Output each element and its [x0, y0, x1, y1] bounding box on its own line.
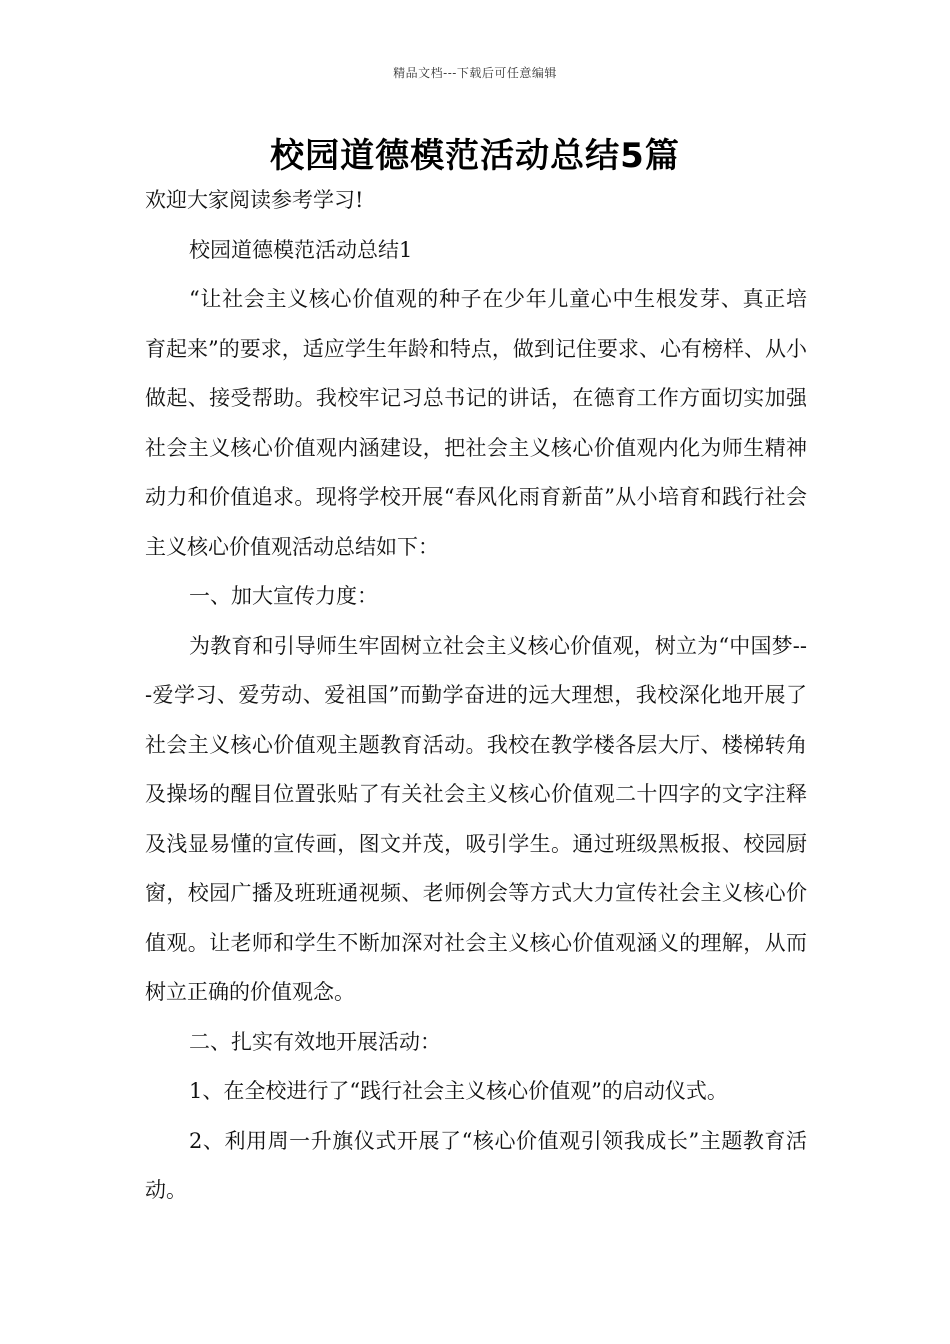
- intro-paragraph: 欢迎大家阅读参考学习!: [145, 188, 364, 212]
- body-paragraph: “让社会主义核心价值观的种子在少年儿童心中生根发芽、真正培育起来”的要求，适应学生年龄和特点，做到记住要求、心有榜样、从小做起、接受帮助。我校牢记习总书记的讲话，在德育工作方面切实加强社会主义核心价值观内涵建设，把社会主义核心价值观内化为师生精神动力和价值追求。现将学校开展“春风化雨育新苗”从小培育和践行社会主义核心价值观活动总结如下：: [145, 287, 807, 559]
- subsection-heading: 二、扎实有效地开展活动：: [189, 1029, 441, 1054]
- body-paragraph: 为教育和引导师生牢固树立社会主义核心价值观，树立为“中国梦---爱学习、爱劳动、爱祖国”而勤学奋进的远大理想，我校深化地开展了社会主义核心价值观主题教育活动。我校在教学楼各层大厅、楼梯转角及操场的醒目位置张贴了有关社会主义核心价值观二十四字的文字注释及浅显易懂的宣传画，图文并茂，吸引学生。通过班级黑板报、校园厨窗，校园广播及班班通视频、老师例会等方式大力宣传社会主义核心价值观。让老师和学生不断加深对社会主义核心价值观涵义的理解，从而树立正确的价值观念。: [145, 633, 807, 1004]
- list-item: 1、在全校进行了“践行社会主义核心价值观”的启动仪式。: [189, 1079, 728, 1103]
- subsection-heading: 一、加大宣传力度：: [189, 584, 378, 608]
- document-body: [145, 176, 807, 1216]
- page-header: 精品文档---下载后可任意编辑: [393, 66, 557, 80]
- section-heading: 校园道德模范活动总结1: [189, 237, 413, 262]
- document-title: 校园道德模范活动总结5篇: [270, 136, 680, 176]
- list-item: 2、利用周一升旗仪式开展了“核心价值观引领我成长”主题教育活动。: [145, 1128, 807, 1202]
